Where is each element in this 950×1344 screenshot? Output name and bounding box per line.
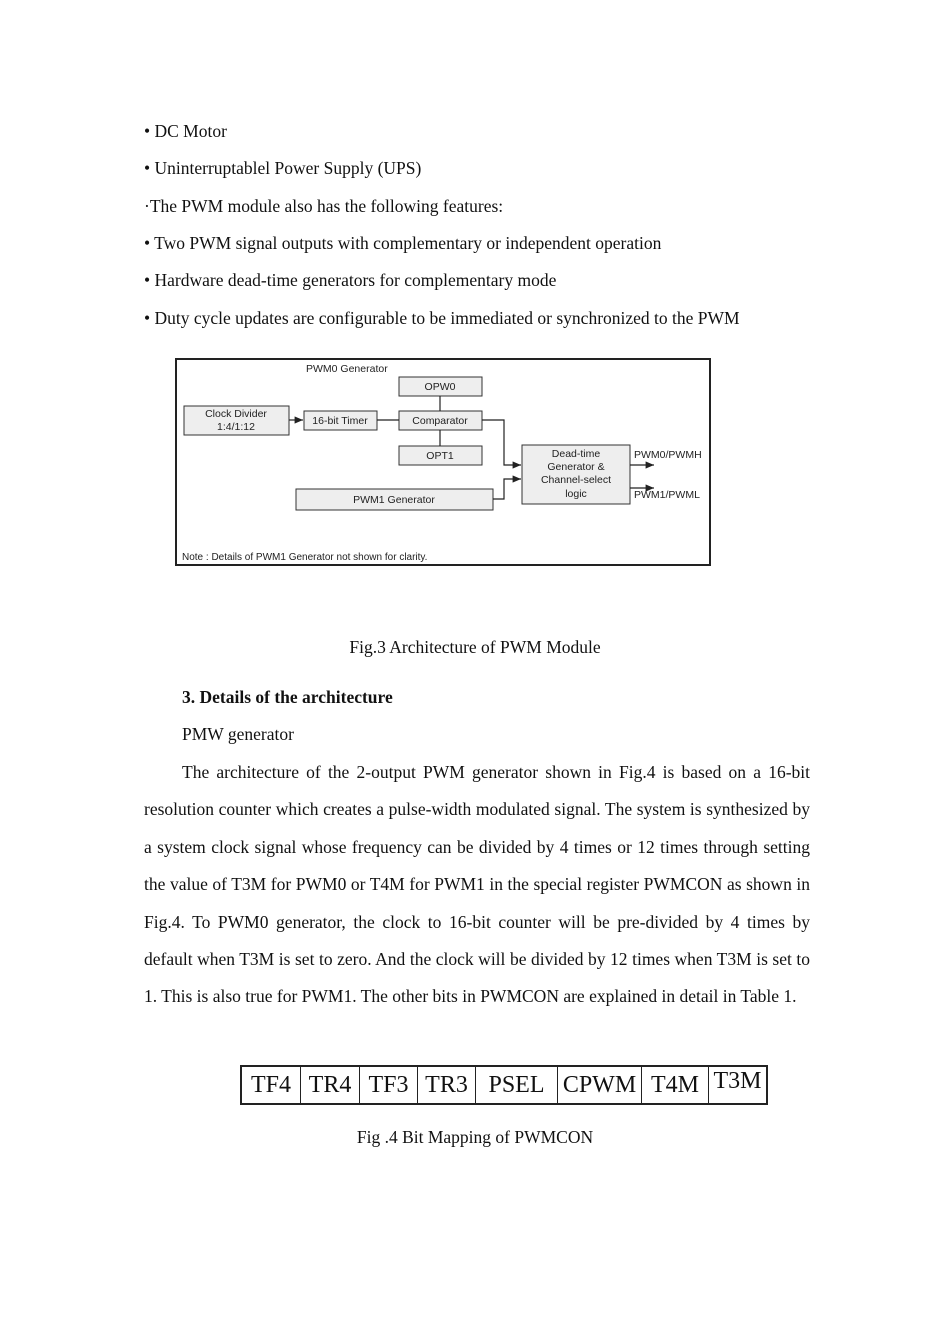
deadtime-label-1: Dead-time [551,448,601,460]
figure4-caption: Fig .4 Bit Mapping of PWMCON [356,1127,594,1147]
pwm1-generator-label: PWM1 Generator [353,494,435,506]
bullet-line-5: • Hardware dead-time generators for complementary mode [144,270,557,290]
deadtime-label-2: Generator & [547,461,605,473]
opt1-label: OPT1 [426,450,454,462]
bullet-line-2: • Uninterruptablel Power Supply (UPS) [144,158,422,178]
pwm-architecture-figure [174,357,712,569]
body-paragraph: The architecture of the 2-output PWM generator shown in Fig.4 is based on a 16-bit resolution counter which creates a pulse-width modulated signal. The system is synthesized by a system clock signal whose frequency can be divided by 4 times or 12 times through setting the value of T3M for PWM0 or T4M for PWM1 in the special register PWMCON as shown in Fig.4. To PWM0 generator, the clock to 16-bit counter will be pre-divided by 4 times by default when T3M is set to zero. And the clock will be divided by 12 times when T3M is set to 1. This is also true for PWM1. The other bits in PWMCON are explained in detail in Table 1. [144,762,810,1007]
figure3-caption: Fig.3 Architecture of PWM Module [349,637,601,657]
bit-cell: T4M [642,1067,709,1103]
comparator-label: Comparator [412,415,468,427]
bullet-line-4: • Two PWM signal outputs with complementary or independent operation [144,233,662,253]
clock-divider-label-2: 1:4/1:12 [217,421,255,433]
pwm1-to-deadtime-arrow [493,479,521,499]
bit-cell: CPWM [558,1067,642,1103]
opw0-label: OPW0 [424,381,456,393]
bit-cell: PSEL [476,1067,558,1103]
pwm0-generator-label: PWM0 Generator [306,363,388,375]
bit-cell: TF3 [360,1067,418,1103]
bullet-line-6: • Duty cycle updates are configurable to be immediated or synchronized to the PWM [144,308,740,328]
bit-cell: TR4 [301,1067,360,1103]
bullet-line-3: ·The PWM module also has the following features: [144,196,504,216]
deadtime-label-3: Channel-select [540,474,612,486]
deadtime-label-4: logic [565,488,587,500]
pwmcon-register [240,1065,768,1105]
bit-cell: TR3 [418,1067,476,1103]
bullet-line-1: • DC Motor [144,121,227,141]
figure-note: Note : Details of PWM1 Generator not shown for clarity. [182,552,428,563]
clock-divider-label-1: Clock Divider [205,408,267,420]
bit-cell: TF4 [242,1067,301,1103]
timer-label: 16-bit Timer [312,415,368,427]
bit-cell: T3M [713,1068,762,1094]
subsection-heading: PMW generator [182,724,294,744]
output-label-pwml: PWM1/PWML [634,489,700,501]
comparator-to-deadtime-arrow [482,420,521,465]
output-label-pwmh: PWM0/PWMH [634,449,702,461]
section-heading: 3. Details of the architecture [182,687,393,707]
